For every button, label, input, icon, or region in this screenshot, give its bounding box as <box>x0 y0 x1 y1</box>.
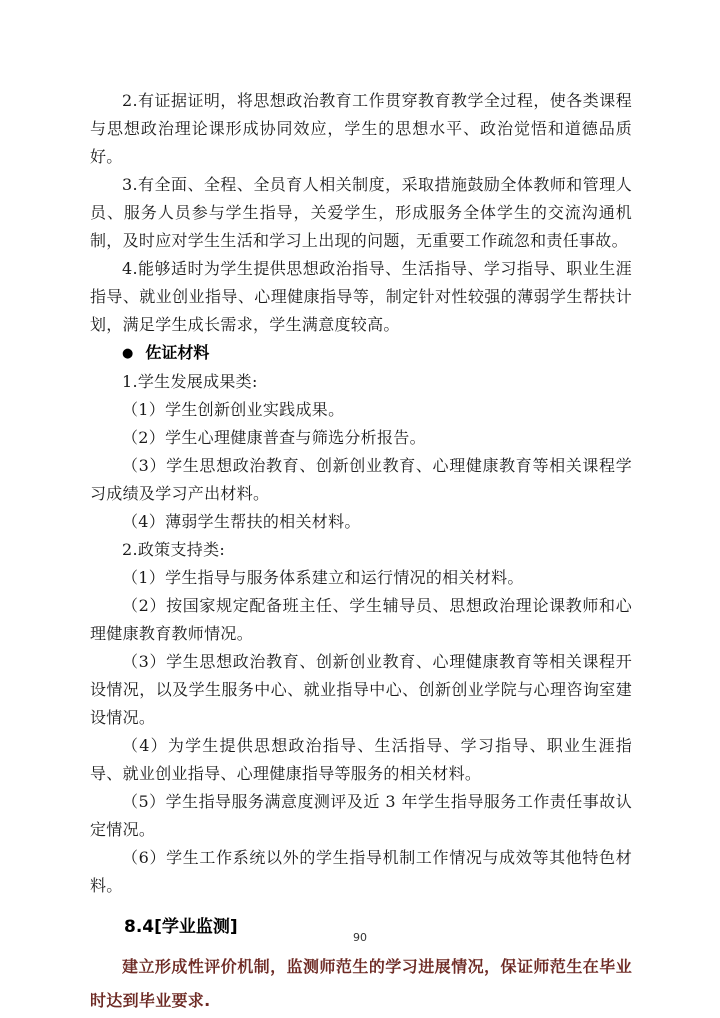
body-paragraph: 2.有证据证明，将思想政治教育工作贯穿教育教学全过程，使各类课程与思想政治理论课形成协同效应，学生的思想水平、政治觉悟和道德品质好。 <box>90 91 632 166</box>
list-item: （2）按国家规定配备班主任、学生辅导员、思想政治理论课教师和心理健康教育教师情况。 <box>90 596 632 643</box>
list-item: （1）学生创新创业实践成果。 <box>122 400 345 419</box>
page-number: 90 <box>353 931 367 944</box>
list-item: （4）薄弱学生帮扶的相关材料。 <box>122 512 361 531</box>
emphasis-paragraph: 建立形成性评价机制，监测师范生的学习进展情况，保证师范生在毕业时达到毕业要求. <box>90 957 632 1010</box>
evidence-materials-heading-label: 佐证材料 <box>145 343 210 362</box>
list-item: （4）为学生提供思想政治指导、生活指导、学习指导、职业生涯指导、就业创业指导、心理健康指导等服务的相关材料。 <box>90 736 632 783</box>
list-category-heading: 1.学生发展成果类: <box>122 372 258 391</box>
body-paragraph: 4.能够适时为学生提供思想政治指导、生活指导、学习指导、职业生涯指导、就业创业指导、心理健康指导等，制定针对性较强的薄弱学生帮扶计划，满足学生成长需求，学生满意度较高。 <box>90 259 632 334</box>
body-paragraph: 3.有全面、全程、全员育人相关制度，采取措施鼓励全体教师和管理人员、服务人员参与学生指导，关爱学生，形成服务全体学生的交流沟通机制，及时应对学生生活和学习上出现的问题，无重要工作疏忽和责任事故。 <box>90 175 632 250</box>
list-category-heading: 2.政策支持类: <box>122 540 226 559</box>
evidence-materials-heading <box>90 339 632 368</box>
list-item: （3）学生思想政治教育、创新创业教育、心理健康教育等相关课程开设情况，以及学生服务中心、就业指导中心、创新创业学院与心理咨询室建设情况。 <box>90 652 632 727</box>
section-heading-8-4: 8.4[学业监测] <box>124 917 238 937</box>
list-item: （6）学生工作系统以外的学生指导机制工作情况与成效等其他特色材料。 <box>90 848 632 895</box>
bullet-icon: ● <box>122 346 134 361</box>
list-item: （5）学生指导服务满意度测评及近 3 年学生指导服务工作责任事故认定情况。 <box>90 792 632 839</box>
list-item: （2）学生心理健康普查与筛选分析报告。 <box>122 428 426 447</box>
list-item: （1）学生指导与服务体系建立和运行情况的相关材料。 <box>122 568 524 587</box>
list-item: （3）学生思想政治教育、创新创业教育、心理健康教育等相关课程学习成绩及学习产出材料。 <box>90 456 632 503</box>
